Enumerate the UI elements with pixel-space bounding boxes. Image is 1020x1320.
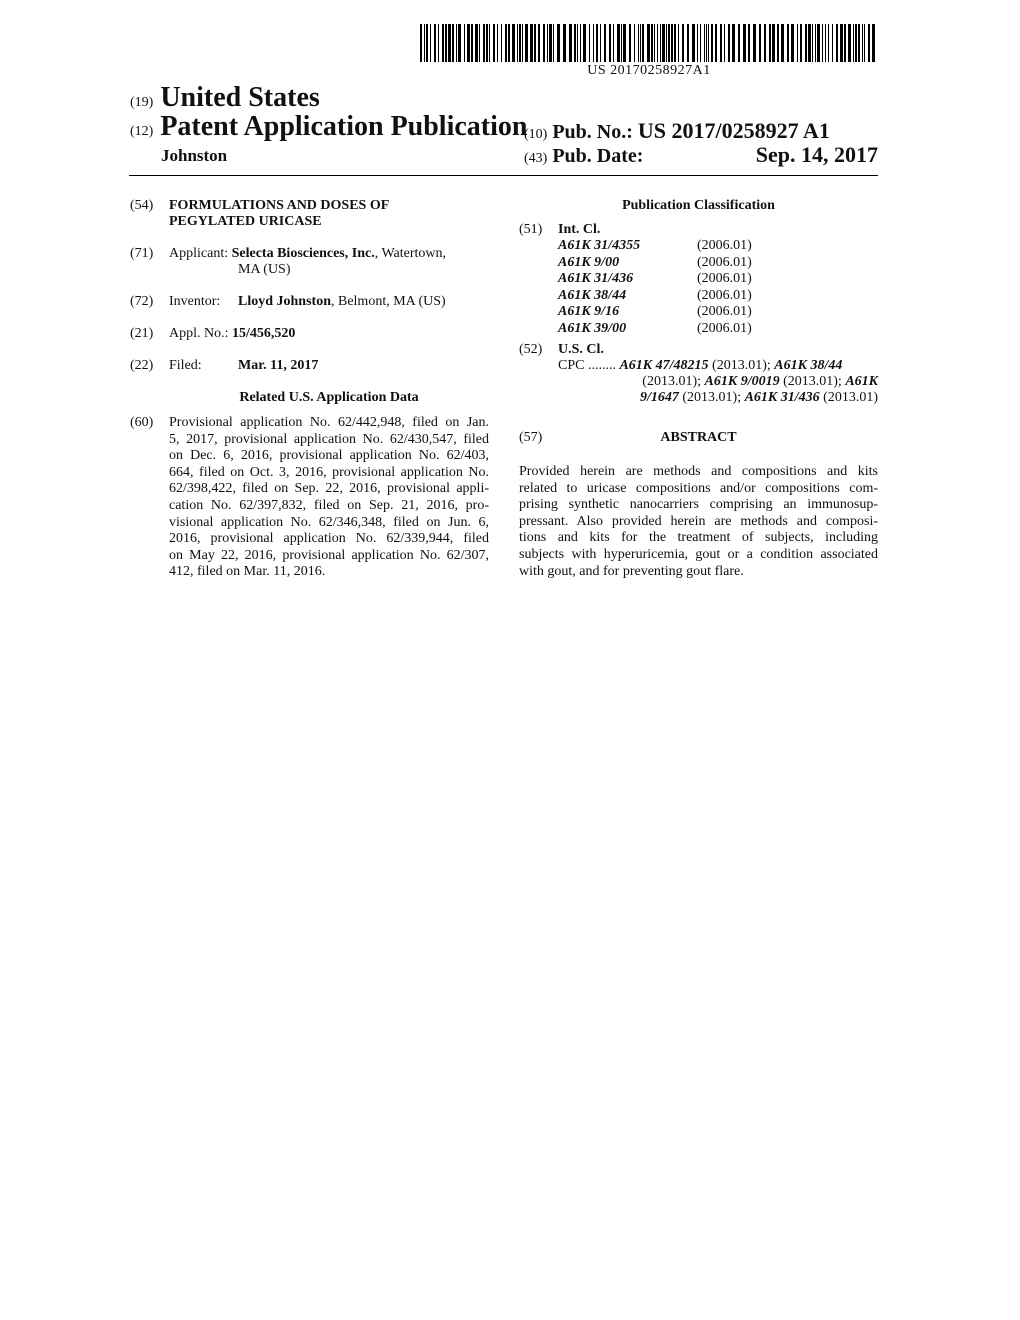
barcode-bar (522, 24, 523, 62)
inid-code-60: (60) (130, 415, 154, 430)
int-cl-class: A61K 38/44 (558, 287, 627, 303)
header-rule (129, 175, 878, 176)
barcode-bar (530, 24, 533, 62)
barcode-bar (855, 24, 857, 62)
int-cl-version: (2006.01) (697, 304, 752, 320)
barcode-bar (772, 24, 775, 62)
barcode-bar (493, 24, 495, 62)
barcode-bar (458, 24, 461, 62)
barcode-bar (738, 24, 740, 62)
related-line: Provisional application No. 62/442,948, filed on Jan. (169, 415, 489, 430)
barcode-bar (505, 24, 507, 62)
barcode-bar (853, 24, 854, 62)
barcode-bar (420, 24, 422, 62)
abstract-heading: ABSTRACT (660, 430, 737, 445)
filed-date: Mar. 11, 2017 (238, 358, 319, 373)
int-cl-class: A61K 31/4355 (558, 238, 641, 253)
barcode-bar (787, 24, 789, 62)
appl-line (169, 326, 295, 343)
barcode-bar (442, 24, 444, 62)
inid-code-72: (72) (130, 294, 154, 309)
int-cl-entry (558, 321, 752, 338)
barcode-bar (706, 24, 707, 62)
abstract-line: Provided herein are methods and compositions and kits (519, 464, 878, 479)
applicant-label: Applicant: (169, 246, 229, 261)
barcode-bar (448, 24, 451, 62)
barcode-bar (486, 24, 488, 62)
int-cl-version: (2006.01) (697, 287, 752, 303)
barcode-bar (822, 24, 823, 62)
inid-code-57: (57) (519, 430, 543, 445)
int-cl-label: Int. Cl. (558, 222, 601, 237)
barcode-bar (864, 24, 865, 62)
barcode-bar (764, 24, 766, 62)
cpc-version: (2013.01); (779, 374, 846, 389)
inid-code-54: (54) (130, 198, 154, 213)
barcode-bar (812, 24, 813, 62)
cpc-version: (2013.01); (642, 374, 705, 389)
pub-date-label: Pub. Date: (552, 145, 644, 167)
inid-code-43: (43) (524, 151, 548, 166)
barcode-bar (553, 24, 554, 62)
applicant-line (169, 246, 446, 263)
barcode-bar (700, 24, 701, 62)
barcode-bar (483, 24, 485, 62)
barcode-bar (687, 24, 689, 62)
barcode-bar (593, 24, 594, 62)
inid-code-19: (19) (130, 95, 154, 110)
cpc-dots: ........ (587, 358, 616, 373)
title-line-1: FORMULATIONS AND DOSES OF (169, 198, 390, 213)
int-cl-class: A61K 39/00 (558, 320, 627, 336)
barcode-bar (512, 24, 515, 62)
barcode-bar (497, 24, 498, 62)
barcode-bar (769, 24, 771, 62)
filed-label: Filed: (169, 358, 202, 373)
inventor-name: Lloyd Johnston (238, 294, 331, 309)
abstract-line: subjects with hyperuricemia, gout or a condition associated (519, 546, 878, 562)
barcode-bar (832, 24, 833, 62)
barcode-bar (501, 24, 502, 62)
barcode-bar (549, 24, 552, 62)
barcode (420, 24, 878, 62)
cpc-class: A61K (845, 374, 878, 389)
barcode-bar (666, 24, 667, 62)
inid-code-21: (21) (130, 326, 154, 341)
int-cl-class: A61K 31/436 (558, 271, 634, 287)
related-line: on Dec. 6, 2016, provisional application No. 62/403, (169, 448, 489, 464)
barcode-bar (638, 24, 639, 62)
pub-number-value: US 2017/0258927 A1 (637, 118, 830, 143)
int-cl-entry (558, 255, 752, 272)
barcode-bar (430, 24, 431, 62)
barcode-bar (868, 24, 870, 62)
title-line-2: PEGYLATED URICASE (169, 214, 322, 229)
pub-date-value: Sep. 14, 2017 (755, 142, 878, 167)
barcode-bar (517, 24, 518, 62)
barcode-bar (557, 24, 560, 62)
barcode-bar (464, 24, 465, 62)
related-line: 412, filed on Mar. 11, 2016. (169, 564, 326, 580)
barcode-bar (534, 24, 536, 62)
barcode-bar (519, 24, 521, 62)
related-line: visional application No. 62/346,348, filed on Jun. 6, (169, 514, 489, 530)
applicant-name: Selecta Biosciences, Inc. (231, 246, 375, 261)
barcode-bar (574, 24, 576, 62)
barcode-bar (596, 24, 598, 62)
barcode-bar (817, 24, 820, 62)
barcode-bar (629, 24, 631, 62)
doc-type-line (130, 111, 527, 143)
barcode-bar (844, 24, 846, 62)
barcode-bar (538, 24, 540, 62)
barcode-bar (642, 24, 644, 62)
barcode-bar (662, 24, 665, 62)
related-line: on May 22, 2016, provisional application No. 62/307, (169, 547, 489, 563)
barcode-bar (438, 24, 439, 62)
barcode-bar (668, 24, 670, 62)
barcode-bar (621, 24, 622, 62)
barcode-bar (600, 24, 601, 62)
barcode-bar (674, 24, 676, 62)
barcode-bar (471, 24, 473, 62)
barcode-bar (743, 24, 746, 62)
barcode-bar (475, 24, 478, 62)
barcode-bar (759, 24, 761, 62)
barcode-bar (728, 24, 730, 62)
barcode-bar (797, 24, 798, 62)
barcode-bar (815, 24, 816, 62)
barcode-bar (715, 24, 717, 62)
inid-code-52: (52) (519, 342, 543, 357)
barcode-bar (426, 24, 428, 62)
barcode-bar (583, 24, 586, 62)
pub-date-line (524, 145, 643, 168)
barcode-bar (617, 24, 620, 62)
barcode-bar (577, 24, 578, 62)
cpc-class: A61K 47/48215 (619, 358, 709, 373)
cpc-class: 9/1647 (639, 390, 679, 405)
inventor-location: , Belmont, MA (US) (330, 294, 446, 309)
cpc-version: (2013.01); (708, 358, 775, 373)
barcode-bar (580, 24, 581, 62)
abstract-line: prising synthetic nanocarriers comprising an immunosup- (519, 497, 878, 513)
cpc-class: A61K 31/436 (744, 390, 820, 405)
barcode-bar (858, 24, 860, 62)
doc-type: Patent Application Publication (160, 111, 528, 142)
related-line: 5, 2017, provisional application No. 62/430,547, filed (169, 431, 489, 447)
barcode-bar (489, 24, 490, 62)
cpc-class: A61K 38/44 (774, 358, 843, 373)
barcode-bar (704, 24, 705, 62)
related-line: 664, filed on Oct. 3, 2016, provisional application No. (169, 464, 489, 480)
int-cl-entry (558, 288, 752, 305)
barcode-bar (623, 24, 626, 62)
barcode-bar (651, 24, 653, 62)
barcode-bar (657, 24, 658, 62)
cpc-line-1 (558, 358, 878, 375)
barcode-bar (720, 24, 722, 62)
barcode-bar (848, 24, 851, 62)
barcode-bar (671, 24, 673, 62)
abstract-line: related to uricase compositions and/or compositions com- (519, 480, 878, 496)
barcode-bar (452, 24, 454, 62)
barcode-bar (862, 24, 863, 62)
related-line: cation No. 62/397,832, filed on Sep. 21, 2016, pro- (169, 497, 489, 513)
cpc-line-2 (558, 374, 878, 391)
barcode-bar (445, 24, 447, 62)
barcode-bar (708, 24, 709, 62)
int-cl-version: (2006.01) (697, 254, 752, 270)
int-cl-version: (2006.01) (697, 271, 752, 287)
barcode-bar (872, 24, 875, 62)
barcode-bar (692, 24, 695, 62)
abstract-line: with gout, and for preventing gout flare. (519, 563, 744, 579)
barcode-bar (800, 24, 802, 62)
barcode-bar (697, 24, 698, 62)
int-cl-entry (558, 271, 752, 288)
int-cl-class: A61K 9/00 (558, 254, 620, 270)
inid-code-71: (71) (130, 246, 154, 261)
barcode-bar (825, 24, 826, 62)
barcode-bar (678, 24, 679, 62)
barcode-bar (640, 24, 641, 62)
country: United States (160, 82, 320, 113)
pub-number-label: Pub. No.: (552, 121, 633, 143)
barcode-bar (805, 24, 807, 62)
barcode-bar (609, 24, 611, 62)
barcode-bar (467, 24, 470, 62)
applicant-location: , Watertown, (374, 246, 447, 261)
pub-number-line (524, 118, 830, 144)
cpc-version: (2013.01) (819, 390, 878, 405)
country-line (130, 82, 320, 114)
barcode-bar (569, 24, 572, 62)
inventor-line (238, 294, 446, 311)
abstract-text (519, 464, 878, 580)
barcode-bar (808, 24, 811, 62)
barcode-bar (777, 24, 779, 62)
classification-heading: Publication Classification (622, 198, 775, 213)
abstract-line: tions and kits for the treatment of subjects, including (519, 530, 878, 546)
barcode-bar (836, 24, 838, 62)
us-cl-label: U.S. Cl. (558, 342, 604, 357)
inid-code-12: (12) (130, 124, 154, 139)
barcode-bar (647, 24, 650, 62)
cpc-class: A61K 9/0019 (704, 374, 780, 389)
barcode-bar (434, 24, 436, 62)
related-application-data (169, 415, 489, 581)
barcode-bar (781, 24, 784, 62)
barcode-bar (634, 24, 635, 62)
cpc-line-3 (558, 390, 878, 407)
barcode-bar (840, 24, 843, 62)
inid-code-10: (10) (524, 127, 548, 142)
barcode-bar (711, 24, 713, 62)
barcode-bar (589, 24, 590, 62)
barcode-bar (682, 24, 684, 62)
barcode-bar (543, 24, 545, 62)
int-cl-version: (2006.01) (697, 320, 752, 336)
appl-label: Appl. No.: (169, 326, 229, 341)
barcode-bar (791, 24, 794, 62)
inid-code-22: (22) (130, 358, 154, 373)
barcode-bar (724, 24, 725, 62)
barcode-bar (479, 24, 480, 62)
barcode-bar (604, 24, 606, 62)
barcode-bar (456, 24, 457, 62)
cpc-label: CPC (558, 358, 585, 373)
int-cl-entry (558, 304, 752, 321)
int-cl-entry (558, 238, 752, 255)
applicant-location-2: MA (US) (238, 262, 291, 277)
barcode-bar (547, 24, 548, 62)
barcode-bar (753, 24, 756, 62)
barcode-bar (563, 24, 566, 62)
barcode-bar (748, 24, 750, 62)
cpc-version: (2013.01); (678, 390, 745, 405)
barcode-bar (828, 24, 829, 62)
int-cl-class: A61K 9/16 (558, 304, 620, 320)
barcode-number: US 20170258927A1 (587, 63, 711, 78)
inventor-label: Inventor: (169, 294, 221, 309)
related-line: 62/398,422, filed on Sep. 22, 2016, provisional appli- (169, 481, 489, 497)
barcode-bar (508, 24, 510, 62)
int-cl-list (558, 238, 752, 338)
related-data-heading: Related U.S. Application Data (239, 390, 419, 405)
abstract-line: pressant. Also provided herein are methods and composi- (519, 513, 878, 529)
barcode-bar (613, 24, 614, 62)
inventor-short: Johnston (161, 146, 228, 165)
barcode-bar (525, 24, 528, 62)
barcode-bar (660, 24, 661, 62)
barcode-bar (732, 24, 735, 62)
appl-number: 15/456,520 (232, 326, 296, 341)
int-cl-version: (2006.01) (697, 238, 752, 253)
inid-code-51: (51) (519, 222, 543, 237)
barcode-bar (424, 24, 425, 62)
related-line: 2016, provisional application No. 62/339,944, filed (169, 531, 489, 547)
barcode-bar (654, 24, 655, 62)
